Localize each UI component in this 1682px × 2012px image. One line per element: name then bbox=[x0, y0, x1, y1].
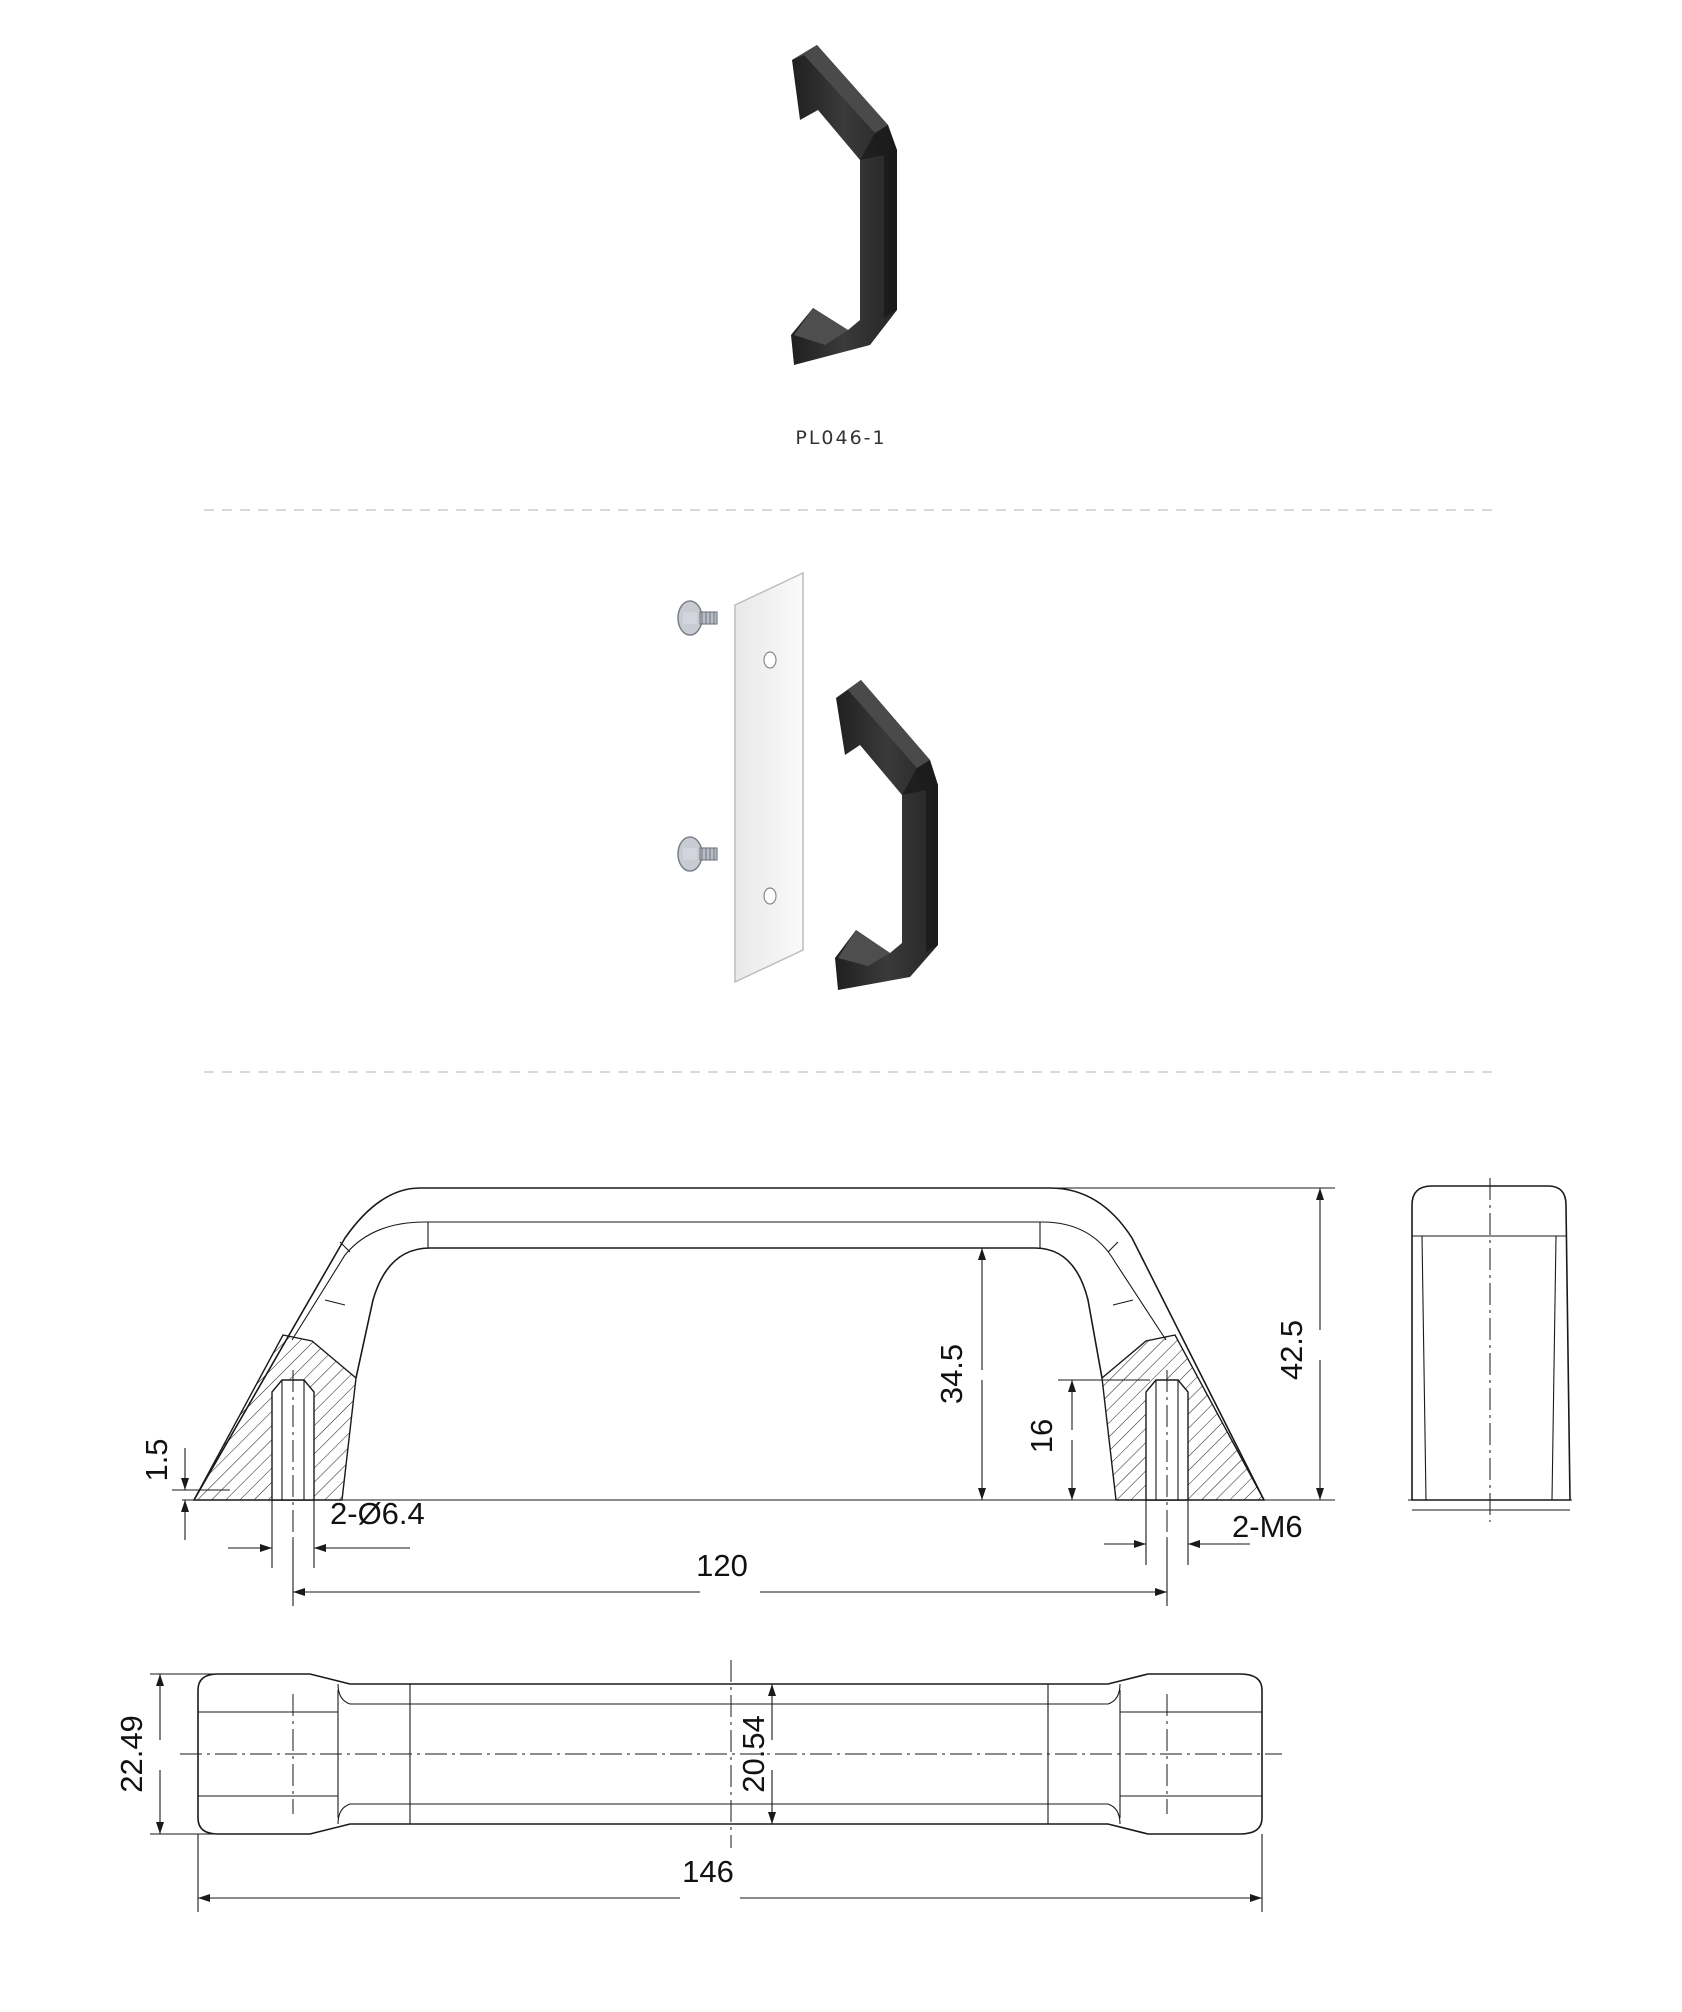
dim-hole-spacing bbox=[293, 1540, 1167, 1606]
dim-thread bbox=[1104, 1500, 1303, 1565]
dim-total-length bbox=[198, 1834, 1262, 1912]
dim-inner-width bbox=[736, 1684, 772, 1824]
exploded-view bbox=[678, 573, 938, 990]
screw-top-icon bbox=[678, 601, 717, 635]
top-view bbox=[180, 1660, 1282, 1848]
dim-total-height-label: 42.5 bbox=[1274, 1319, 1309, 1381]
product-code-caption: PL046-1 bbox=[795, 427, 887, 449]
dim-hole bbox=[228, 1496, 425, 1568]
product-render-handle bbox=[791, 45, 897, 365]
side-view-outline bbox=[1412, 1186, 1570, 1500]
handle-inner-profile bbox=[356, 1248, 1102, 1378]
dim-thickness-label: 1.5 bbox=[139, 1438, 174, 1482]
dim-hole-label: 2-Ø6.4 bbox=[330, 1496, 425, 1531]
dim-thread-depth-label: 16 bbox=[1024, 1418, 1059, 1454]
side-view bbox=[1408, 1178, 1572, 1522]
dim-outer-width-label: 22.49 bbox=[114, 1715, 149, 1793]
dim-inner-width-label: 20.54 bbox=[736, 1715, 771, 1793]
handle-exploded bbox=[835, 680, 938, 990]
dim-inner-height bbox=[934, 1248, 1100, 1500]
screw-bottom-icon bbox=[678, 837, 717, 871]
mounting-plate bbox=[735, 573, 803, 982]
dim-total-length-label: 146 bbox=[682, 1854, 734, 1889]
dim-thread-label: 2-M6 bbox=[1232, 1509, 1303, 1544]
dim-inner-height-label: 34.5 bbox=[934, 1343, 969, 1405]
handle-outer-profile bbox=[194, 1188, 1264, 1500]
dim-outer-width bbox=[114, 1674, 220, 1834]
dim-hole-spacing-label: 120 bbox=[696, 1548, 748, 1583]
front-view bbox=[182, 1188, 1278, 1540]
